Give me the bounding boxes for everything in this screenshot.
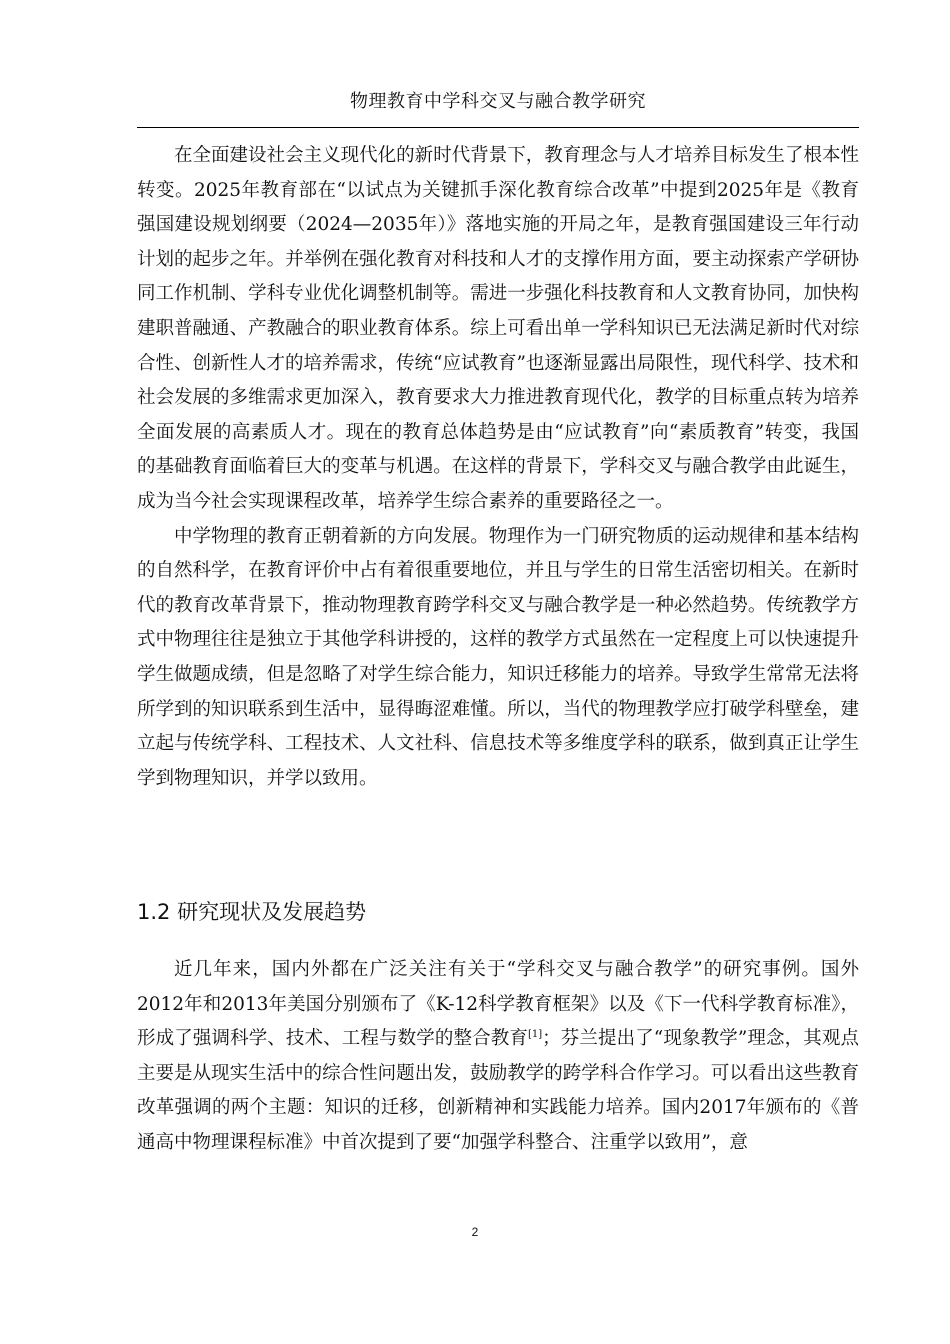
running-header-title: 物理教育中学科交叉与融合教学研究 [350,91,646,112]
citation-marker: [1] [527,1029,543,1041]
section-heading: 1.2 研究现状及发展趋势 [137,900,367,924]
paragraph-text-before-citation: 近几年来，国内外都在广泛关注有关于“学科交叉与融合教学”的研究事例。国外2012年和2013年美国分别颁布了《K-12科学教育框架》以及《下一代科学教育标准》，形成了强调科学、技术、工程与数学的整合教育 [137,959,859,1050]
section-paragraph-1 [137,953,859,1161]
header-divider [137,127,859,128]
intro-paragraph-2: 中学物理的教育正朝着新的方向发展。物理作为一门研究物质的运动规律和基本结构的自然科学，在教育评价中占有着很重要地位，并且与学生的日常生活密切相关。在新时代的教育改革背景下，推动物理教育跨学科交叉与融合教学是一种必然趋势。传统教学方式中物理往往是独立于其他学科讲授的，这样的教学方式虽然在一定程度上可以快速提升学生做题成绩，但是忽略了对学生综合能力，知识迁移能力的培养。导致学生常常无法将所学到的知识联系到生活中，显得晦涩难懂。所以，当代的物理教学应打破学科壁垒，建立起与传统学科、工程技术、人文社科、信息技术等多维度学科的联系，做到真正让学生学到物理知识，并学以致用。 [137,525,859,789]
intro-body [137,139,859,796]
paragraph-text-after-citation: ；芬兰提出了“现象教学”理念，其观点主要是从现实生活中的综合性问题出发，鼓励教学的跨学科合作学习。可以看出这些教育改革强调的两个主题：知识的迁移，创新精神和实践能力培养。国内2017年颁布的《普通高中物理课程标准》中首次提到了要“加强学科整合、注重学以致用”，意 [137,1028,859,1153]
section-body [137,953,859,1161]
page-number: 2 [471,1225,479,1239]
intro-paragraph-1: 在全面建设社会主义现代化的新时代背景下，教育理念与人才培养目标发生了根本性转变。2025年教育部在“以试点为关键抓手深化教育综合改革”中提到2025年是《教育强国建设规划纲要（2024—2035年）》落地实施的开局之年，是教育强国建设三年行动计划的起步之年。并举例在强化教育对科技和人才的支撑作用方面，要主动探索产学研协同工作机制、学科专业优化调整机制等。需进一步强化科技教育和人文教育协同，加快构建职普融通、产教融合的职业教育体系。综上可看出单一学科知识已无法满足新时代对综合性、创新性人才的培养需求，传统“应试教育”也逐渐显露出局限性，现代科学、技术和社会发展的多维需求更加深入，教育要求大力推进教育现代化，教学的目标重点转为培养全面发展的高素质人才。现在的教育总体趋势是由“应试教育”向“素质教育”转变，我国的基础教育面临着巨大的变革与机遇。在这样的背景下，学科交叉与融合教学由此诞生，成为当今社会实现课程改革，培养学生综合素养的重要路径之一。 [137,145,859,512]
